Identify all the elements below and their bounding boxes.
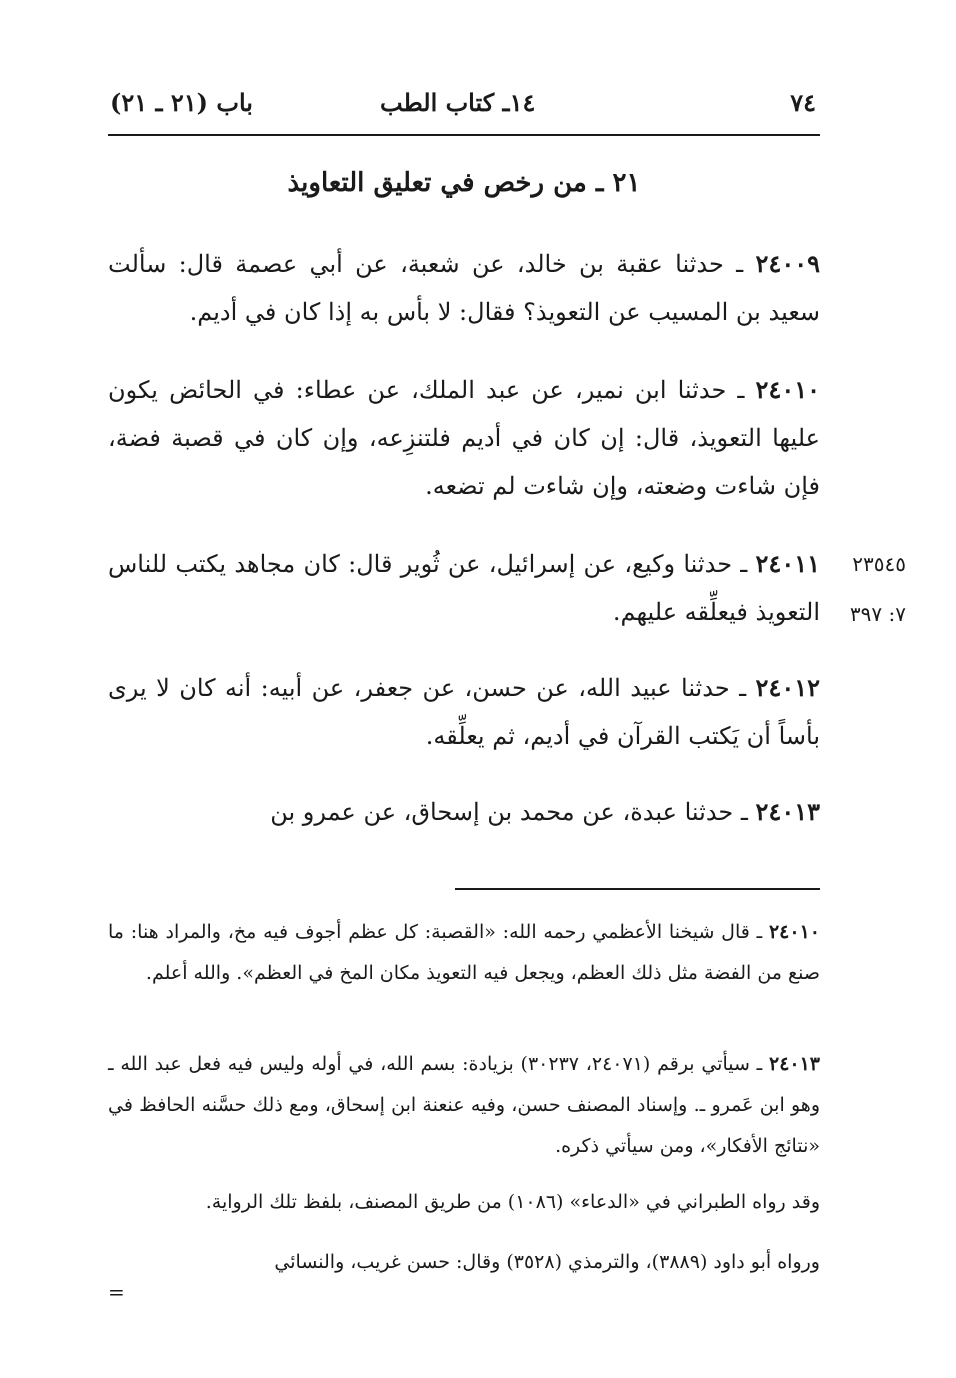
chapter-range: باب (٢١ ـ ٢١) <box>110 88 253 117</box>
hadith-number: ٢٤٠١١ <box>755 549 820 578</box>
hadith-number: ٢٤٠١٣ <box>755 797 820 826</box>
footnote <box>108 1044 820 1167</box>
hadith-text: ـ حدثنا وكيع، عن إسرائيل، عن ثُوير قال: كان مجاهد يكتب للناس التعويذ فيعلِّقه عليهم. <box>108 550 820 626</box>
page-number: ٧٤ <box>790 88 816 117</box>
chapter-title: ٢١ ـ من رخص في تعليق التعاويذ <box>287 168 641 198</box>
hadith-text: ـ حدثنا عبيد الله، عن حسن، عن جعفر، عن أبيه: أنه كان لا يرى بأساً أن يَكتب القرآن في أديم، ثم يعلِّقه. <box>108 674 820 750</box>
hadith-text: ـ حدثنا عقبة بن خالد، عن شعبة، عن أبي عصمة قال: سألت سعيد بن المسيب عن التعويذ؟ فقال: لا بأس به إذا كان في أديم. <box>108 250 820 326</box>
hadith-paragraph <box>108 664 820 760</box>
footnote-number: ٢٤٠١٠ <box>768 921 820 943</box>
continuation-mark: = <box>108 1280 125 1304</box>
hadith-paragraph <box>108 366 820 510</box>
hadith-text: ـ حدثنا عبدة، عن محمد بن إسحاق، عن عمرو بن <box>270 798 756 826</box>
footnote-text: ورواه أبو داود (٣٨٨٩)، والترمذي (٣٥٢٨) وقال: حسن غريب، والنسائي <box>274 1251 820 1273</box>
hadith-number: ٢٤٠١٢ <box>755 673 820 702</box>
hadith-number: ٢٤٠١٠ <box>755 375 820 404</box>
footnote-text: ـ سيأتي برقم (٢٤٠٧١، ٣٠٢٣٧) بزيادة: بسم الله، في أوله وليس فيه فعل عبد الله ـ وهو ابن عَمرو ـ. وإسناد المصنف حسن، وفيه عنعنة ابن إسحاق، ومع ذلك حسَّنه الحافظ في «نتائج الأفكار»، ومن سيأتي ذكره. <box>108 1053 820 1157</box>
footnote <box>108 1182 820 1223</box>
footnote <box>108 1242 820 1283</box>
hadith-text: ـ حدثنا ابن نمير، عن عبد الملك، عن عطاء: في الحائض يكون عليها التعويذ، قال: إن كان في أديم فلتنزِعه، وإن كان في قصبة فضة، فإن شاءت وضعته، وإن شاءت لم تضعه. <box>108 376 820 500</box>
footnote <box>108 912 820 994</box>
margin-reference: ٢٣٥٤٥ <box>852 552 906 576</box>
book-title: ١٤ـ كتاب الطب <box>380 88 536 117</box>
footnote-text: ـ قال شيخنا الأعظمي رحمه الله: «القصبة: كل عظم أجوف فيه مخ، والمراد هنا: ما صنع من الفضة مثل ذلك العظم، ويجعل فيه التعويذ مكان المخ في العظم». والله أعلم. <box>108 921 820 984</box>
margin-reference: ٧: ٣٩٧ <box>849 602 906 626</box>
footnote-number: ٢٤٠١٣ <box>768 1053 821 1075</box>
header-rule <box>108 134 820 136</box>
hadith-number: ٢٤٠٠٩ <box>755 249 820 278</box>
hadith-paragraph <box>108 240 820 336</box>
hadith-paragraph <box>108 540 820 636</box>
footnote-rule <box>455 888 820 890</box>
footnote-text: وقد رواه الطبراني في «الدعاء» (١٠٨٦) من طريق المصنف، بلفظ تلك الرواية. <box>205 1191 820 1213</box>
hadith-paragraph <box>108 788 820 836</box>
